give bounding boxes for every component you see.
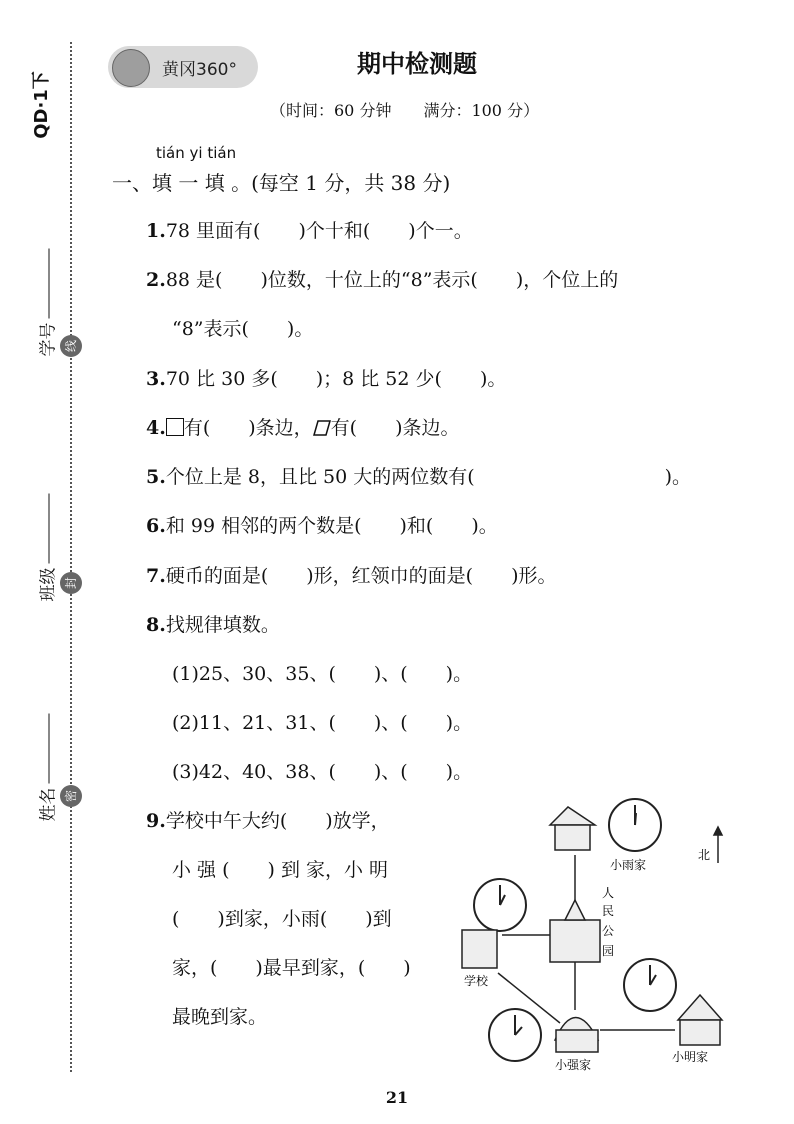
question-6: 6.和 99 相邻的两个数是( )和( )。: [146, 515, 498, 537]
label-xiaoyu-home: 小雨家: [610, 858, 647, 872]
question-7: 7.硬币的面是( )形，红领巾的面是( )形。: [146, 565, 557, 587]
seal-line-mark: 线: [60, 335, 82, 357]
section-pinyin: tián yi tián: [156, 144, 237, 162]
school-building-icon: [462, 930, 497, 968]
xiaoming-house-icon: [678, 995, 722, 1045]
seal-seal-mark: 封: [60, 572, 82, 594]
question-8: 8.找规律填数。: [146, 614, 280, 636]
class-field[interactable]: 班级: [34, 494, 59, 602]
question-9-line3: ( )到家，小雨( )到: [172, 908, 392, 930]
question-2: 2.88 是( )位数，十位上的“8”表示( )，个位上的: [146, 269, 619, 291]
question-3: 3.70 比 30 多( )；8 比 52 少( )。: [146, 368, 507, 390]
north-arrow-icon: [714, 827, 722, 863]
park-castle-icon: [550, 900, 600, 962]
page-number: 21: [385, 1088, 409, 1107]
question-8-1: (1)25、30、35、( )、( )。: [172, 663, 473, 685]
label-park-3: 公: [602, 924, 615, 938]
clock-park-icon: [474, 879, 526, 931]
label-xiaoming-home: 小明家: [672, 1050, 709, 1064]
brand-label: 黄冈360°: [162, 60, 237, 80]
question-8-2: (2)11、21、31、( )、( )。: [172, 712, 473, 734]
student-number-field[interactable]: 学号: [34, 249, 59, 357]
clock-xiaoyu-icon: [609, 799, 661, 851]
label-park-4: 园: [602, 944, 615, 958]
parallelogram-shape-icon: [313, 420, 331, 436]
label-xiaoqiang-home: 小强家: [555, 1058, 592, 1072]
binding-dotted-line: [70, 42, 72, 1072]
question-9-line5: 最晚到家。: [172, 1006, 268, 1028]
north-label: 北: [698, 848, 711, 862]
question-9-line4: 家，( )最早到家，( ): [172, 957, 411, 979]
section-heading: 一、填 一 填 。(每空 1 分，共 38 分): [112, 171, 451, 195]
question-2-cont: “8”表示( )。: [172, 318, 314, 340]
xiaoqiang-house-icon: [555, 1018, 598, 1053]
label-park-2: 民: [602, 904, 615, 918]
label-park-1: 人: [602, 886, 615, 900]
question-9: 9.学校中午大约( )放学，: [146, 810, 390, 832]
square-shape-icon: [166, 418, 184, 436]
book-code: QD·1下: [30, 71, 52, 139]
question-1: 1.78 里面有( )个十和( )个一。: [146, 220, 473, 242]
page-title: 期中检测题: [357, 50, 477, 78]
seal-secret-mark: 密: [60, 785, 82, 807]
clock-xiaoqiang-icon: [489, 1009, 541, 1061]
route-map: [450, 795, 750, 1085]
exam-info: （时间：60 分钟 满分：100 分）: [270, 101, 540, 120]
question-8-3: (3)42、40、38、( )、( )。: [172, 761, 473, 783]
question-9-line2: 小 强 ( ) 到 家，小 明: [172, 859, 389, 881]
xiaoyu-house-icon: [550, 807, 595, 850]
name-field[interactable]: 姓名: [34, 714, 59, 822]
question-4: 4. 有( )条边， 有( )条边。: [146, 417, 460, 439]
label-school: 学校: [464, 974, 489, 988]
question-5: 5.个位上是 8，且比 50 大的两位数有( )。: [146, 466, 692, 488]
clock-xiaoming-icon: [624, 959, 676, 1011]
